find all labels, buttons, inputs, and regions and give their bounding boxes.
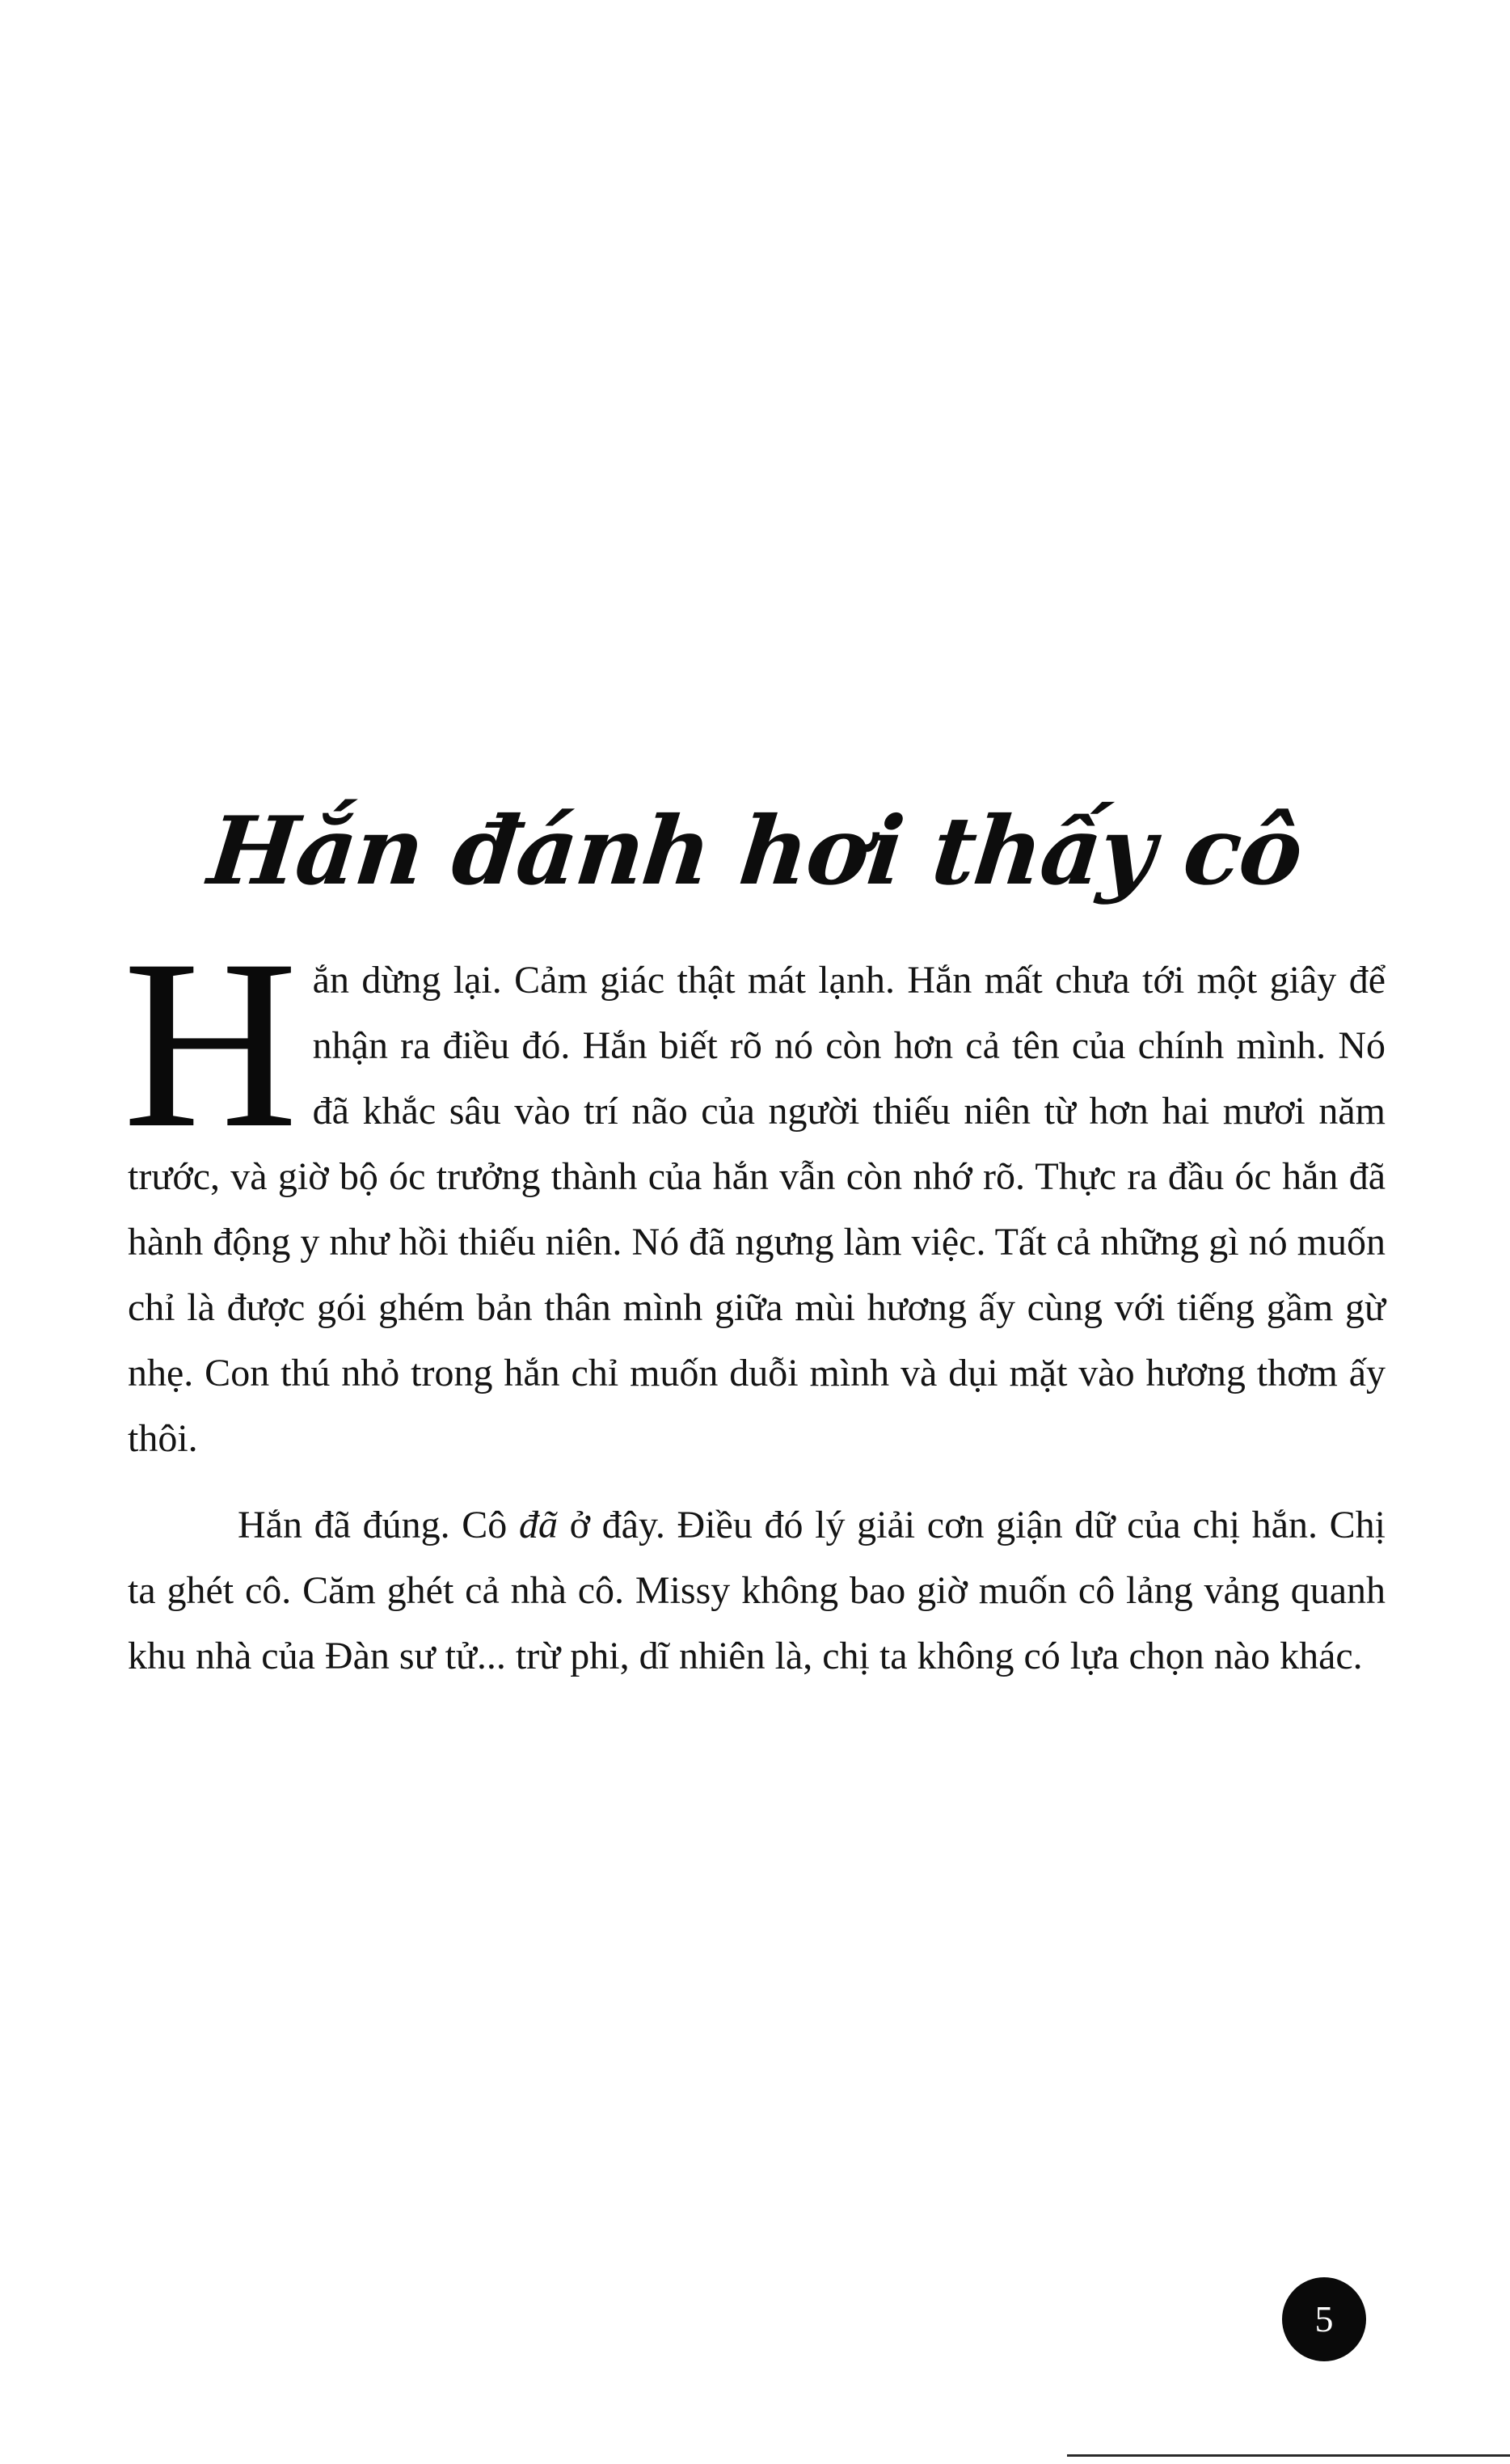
drop-cap: H (123, 909, 298, 1178)
chapter-body (123, 909, 1386, 1689)
paragraph-2-text-after: ở đây. Điều đó lý giải cơn giận dữ của chị hắn. Chị ta ghét cô. Căm ghét cả nhà cô. Missy không bao giờ muốn cô lảng vảng quanh khu nhà của Đàn sư tử... trừ phi, dĩ nhiên là, chị ta không có lựa chọn nào khác. (128, 1504, 1386, 1677)
paragraph-2-emphasis: đã (518, 1504, 558, 1546)
paragraph-2 (128, 1492, 1386, 1689)
paragraph-1 (123, 909, 1386, 1471)
paragraph-1-text: ắn dừng lại. Cảm giác thật mát lạnh. Hắn mất chưa tới một giây để nhận ra điều đó. Hắn biết rõ nó còn hơn cả tên của chính mình. Nó đã khắc sâu vào trí não của người thiếu niên từ hơn hai mươi năm trước, và giờ bộ óc trưởng thành của hắn vẫn còn nhớ rõ. Thực ra đầu óc hắn đã hành động y như hồi thiếu niên. Nó đã ngưng làm việc. Tất cả những gì nó muốn chỉ là được gói ghém bản thân mình giữa mùi hương ấy cùng với tiếng gầm gừ nhẹ. Con thú nhỏ trong hắn chỉ muốn duỗi mình và dụi mặt vào hương thơm ấy thôi. (128, 959, 1386, 1460)
scan-edge-line (1067, 2454, 1510, 2457)
page-number-badge: 5 (1282, 2277, 1366, 2361)
chapter-title: Hắn đánh hơi thấy cô (203, 795, 1307, 906)
paragraph-2-text-before: Hắn đã đúng. Cô (238, 1504, 519, 1546)
